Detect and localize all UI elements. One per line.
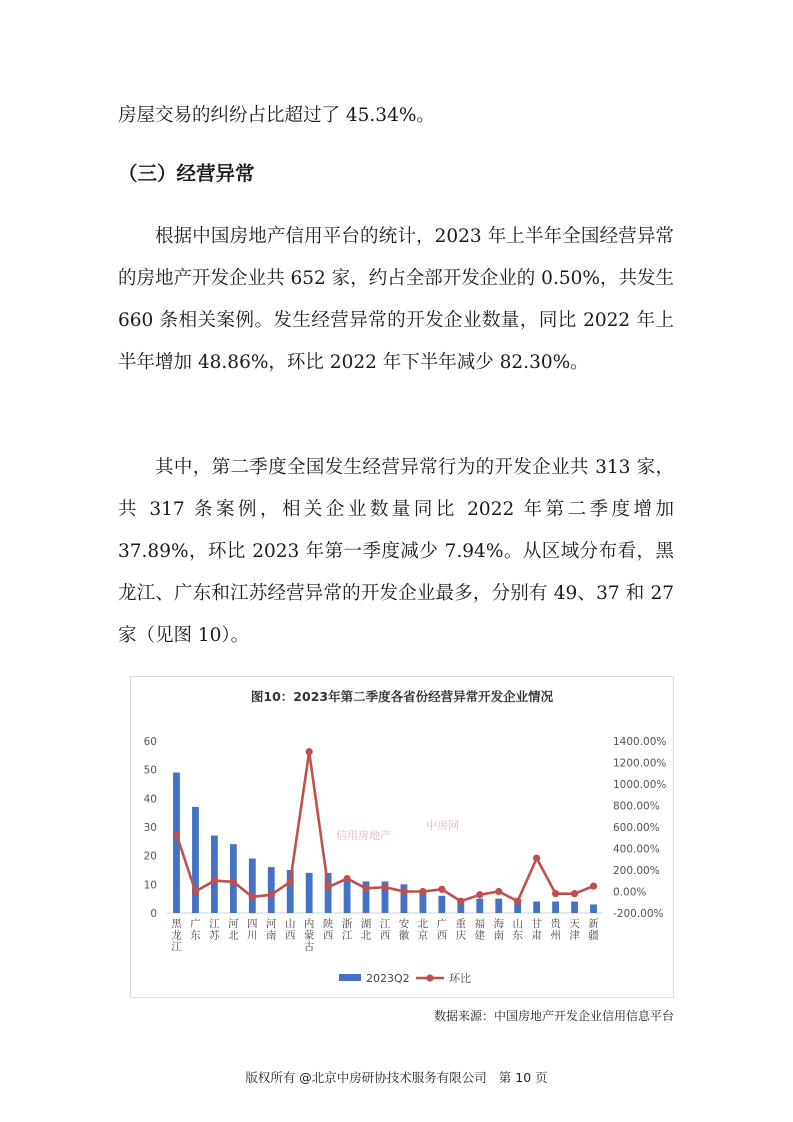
line-point [381, 884, 388, 891]
y-right-tick-label: 1400.00% [613, 736, 667, 748]
line-point [249, 893, 256, 900]
x-tick-label: 广西 [436, 918, 448, 942]
legend-bar-swatch [339, 974, 361, 981]
paragraph-half-year-stats: 根据中国房地产信用平台的统计，2023 年上半年全国经营异常的房地产开发企业共 652 家，约占全部开发企业的 0.50%，共发生 660 条相关案例。发生经营异常的开发企业数量，同比 2022 年上半年增加 48.86%，环比 2022 年下半年减少 82.30%。 [118, 226, 674, 373]
y-right-tick-label: 200.00% [613, 865, 660, 877]
chart-title: 图10：2023年第二季度各省份经营异常开发企业情况 [250, 689, 554, 704]
line-point [533, 855, 540, 862]
y-left-tick-label: 20 [143, 850, 157, 863]
line-point [400, 888, 407, 895]
y-left-tick-label: 40 [143, 793, 157, 806]
y-right-tick-label: 1000.00% [613, 779, 667, 791]
y-right-tick-label: -200.00% [613, 908, 664, 920]
line-point [419, 888, 426, 895]
x-tick-label: 内蒙古 [303, 918, 315, 953]
line-point [552, 890, 559, 897]
y-left-tick-label: 60 [143, 736, 157, 748]
line-point [495, 888, 502, 895]
bar [268, 867, 275, 913]
x-tick-label: 江苏 [209, 918, 220, 942]
line-point [192, 888, 199, 895]
bar [249, 859, 256, 913]
watermark-text: 信用房地产 [336, 829, 391, 842]
footer-page-number: 第 10 页 [498, 1070, 548, 1085]
x-tick-label: 北京 [417, 918, 429, 942]
x-tick-label: 山东 [512, 918, 523, 942]
x-tick-label: 贵州 [550, 918, 561, 942]
line-point [211, 877, 218, 884]
x-tick-label: 甘肃 [531, 918, 542, 942]
line-point [590, 883, 597, 890]
y-left-tick-label: 10 [143, 879, 157, 892]
paragraph-q2-stats: 其中，第二季度全国发生经营异常行为的开发企业共 313 家，共 317 条案例，相关企业数量同比 2022 年第二季度增加 37.89%，环比 2023 年第一季度减少 7.94%。从区域分布看，黑龙江、广东和江苏经营异常的开发企业最多，分别有 49、37 和 27 家（见图 10）。 [118, 457, 674, 646]
legend-label: 环比 [449, 972, 471, 985]
y-right-tick-label: 0.00% [613, 886, 647, 899]
y-left-tick-label: 30 [143, 822, 157, 834]
line-point [438, 886, 445, 893]
bar [533, 902, 540, 913]
bar [552, 902, 559, 913]
source-note: 数据来源：中国房地产开发企业信用信息平台 [433, 1009, 674, 1023]
y-right-tick-label: 400.00% [613, 843, 660, 856]
bar [192, 807, 199, 913]
y-right-tick-label: 800.00% [613, 800, 660, 813]
line-point [287, 878, 294, 885]
y-left-tick-label: 0 [150, 908, 157, 920]
line-point [457, 898, 464, 905]
y-right-tick-label: 600.00% [613, 822, 660, 834]
bar [420, 893, 427, 913]
x-tick-label: 湖北 [360, 918, 372, 942]
page-footer [0, 1068, 793, 1086]
line-point [306, 748, 313, 755]
bar [590, 904, 597, 913]
section-heading: （三）经营异常 [118, 162, 255, 185]
x-tick-label: 福建 [474, 918, 486, 942]
y-left-tick-label: 50 [143, 764, 157, 777]
line-point [268, 891, 275, 898]
x-tick-label: 新疆 [588, 918, 599, 942]
chart-container [130, 676, 674, 998]
line-point [514, 898, 521, 905]
x-tick-label: 重庆 [455, 918, 467, 942]
bar [476, 899, 483, 913]
x-tick-label: 山西 [284, 918, 296, 942]
line-point [230, 878, 237, 885]
series-line [176, 752, 593, 901]
line-point [173, 831, 180, 838]
line-point [571, 890, 578, 897]
bar [438, 896, 445, 913]
x-tick-label: 浙江 [341, 918, 353, 942]
bar [495, 899, 502, 913]
line-point [362, 885, 369, 892]
footer-copyright: 版权所有 @北京中房研协技术服务有限公司 [245, 1070, 487, 1085]
legend-label: 2023Q2 [366, 972, 410, 985]
legend-line-marker [426, 974, 433, 981]
x-tick-label: 黑龙江 [171, 918, 182, 953]
line-point [476, 891, 483, 898]
line-point [325, 884, 332, 891]
chart-svg [131, 677, 675, 999]
x-tick-label: 安徽 [398, 918, 410, 942]
bar [571, 902, 578, 913]
x-tick-label: 四川 [247, 918, 258, 942]
bar [211, 836, 218, 913]
x-tick-label: 江西 [379, 918, 391, 942]
paragraph-intro-tail: 房屋交易的纠纷占比超过了 45.34%。 [118, 105, 435, 126]
x-tick-label: 海南 [493, 918, 504, 942]
x-tick-label: 天津 [569, 918, 580, 942]
bar [344, 879, 351, 913]
x-tick-label: 陕西 [322, 918, 334, 942]
x-tick-label: 河北 [228, 918, 239, 942]
bar [306, 873, 313, 913]
watermark-text: 中房网 [426, 819, 459, 832]
line-point [343, 875, 350, 882]
x-tick-label: 广东 [190, 918, 201, 942]
y-right-tick-label: 1200.00% [613, 757, 667, 770]
x-tick-label: 河南 [266, 918, 277, 942]
